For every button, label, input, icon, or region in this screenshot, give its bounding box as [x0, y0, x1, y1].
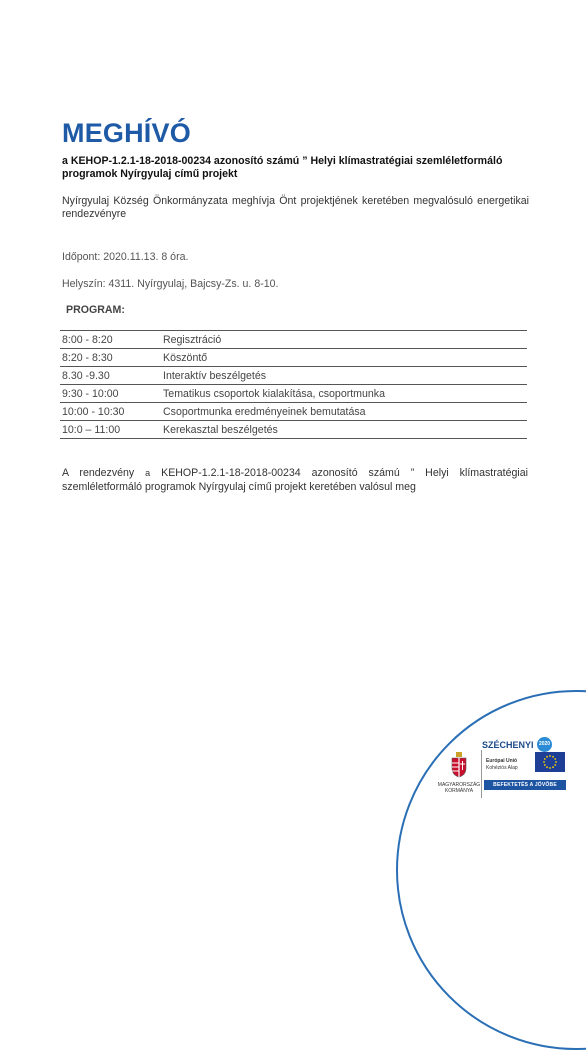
closing-prefix: A rendezvény: [62, 467, 135, 479]
program-time: 8.30 -9.30: [60, 367, 159, 385]
event-location: Helyszín: 4311. Nyírgyulaj, Bajcsy-Zs. u. 8-10.: [62, 278, 279, 290]
szechenyi-logo: SZÉCHENYI: [482, 740, 534, 750]
table-row: [60, 331, 527, 349]
table-row: [60, 421, 527, 439]
program-time: 8:20 - 8:30: [60, 349, 159, 367]
program-activity: Köszöntő: [159, 349, 527, 367]
invest-banner: BEFEKTETÉS A JÖVŐBE: [484, 780, 566, 790]
program-activity: Interaktív beszélgetés: [159, 367, 527, 385]
program-table: [60, 330, 527, 439]
eu-flag-icon: [535, 752, 565, 772]
eu-label: [486, 758, 518, 772]
project-subtitle: a KEHOP-1.2.1-18-2018-00234 azonosító számú ” Helyi klímastratégiai szemléletformáló programok Nyírgyulaj című projekt: [62, 155, 503, 180]
program-time: 9:30 - 10:00: [60, 385, 159, 403]
closing-article: a: [145, 468, 151, 478]
program-time: 8:00 - 8:20: [60, 331, 159, 349]
szechenyi-2020-badge: 2020: [537, 737, 552, 752]
table-row: [60, 367, 527, 385]
closing-text: KEHOP-1.2.1-18-2018-00234 azonosító számú ” Helyi klímastratégiai szemléletformáló programok Nyírgyulaj című projekt keretében valósul meg: [62, 467, 528, 493]
program-time: 10:00 - 10:30: [60, 403, 159, 421]
footer-divider: [481, 750, 482, 798]
table-row: [60, 403, 527, 421]
table-row: [60, 349, 527, 367]
hungarian-crest-icon: [450, 752, 468, 778]
program-activity: Kerekasztal beszélgetés: [159, 421, 527, 439]
program-heading: PROGRAM:: [66, 304, 125, 316]
eu-name: Európai Unió: [486, 758, 518, 764]
closing-paragraph: [62, 466, 528, 494]
program-activity: Regisztráció: [159, 331, 527, 349]
invitation-intro: Nyírgyulaj Község Önkormányzata meghívja Önt projektjének keretében megvalósuló energetikai rendezvényre: [62, 195, 529, 220]
government-label: MAGYARORSZÁG KORMÁNYA: [437, 782, 481, 794]
program-activity: Csoportmunka eredményeinek bemutatása: [159, 403, 527, 421]
event-date: Időpont: 2020.11.13. 8 óra.: [62, 251, 189, 263]
table-row: [60, 385, 527, 403]
program-activity: Tematikus csoportok kialakítása, csoportmunka: [159, 385, 527, 403]
page-title: MEGHÍVÓ: [62, 118, 191, 148]
program-time: 10:0 – 11:00: [60, 421, 159, 439]
eu-fund: Kohéziós Alap: [486, 765, 518, 771]
